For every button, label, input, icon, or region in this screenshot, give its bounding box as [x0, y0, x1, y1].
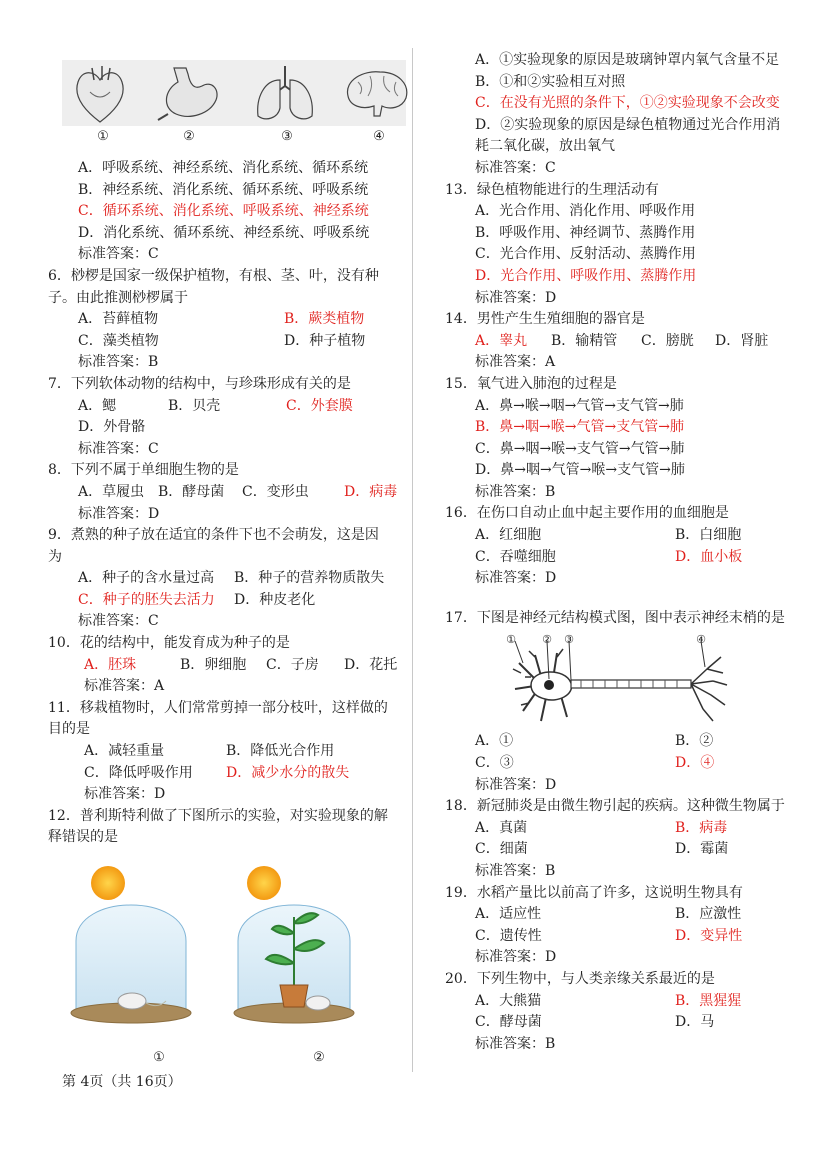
q15-option-a: A．鼻→喉→咽→气管→支气管→肺 — [475, 397, 684, 414]
q14-option-b: B．输精管 — [551, 332, 618, 349]
q7-option-c: C．外套膜 — [286, 397, 353, 414]
q18-option-a: A．真菌 — [475, 819, 528, 836]
q6-answer: 标准答案：B — [78, 354, 159, 371]
q8-option-b: B．酵母菌 — [158, 483, 225, 500]
sun-icon — [91, 866, 125, 900]
q5-option-d: D．消化系统、循环系统、神经系统、呼吸系统 — [78, 224, 370, 241]
q6-stem: 6．桫椤是国家一级保护植物，有根、茎、叶，没有种 — [48, 267, 379, 284]
q19-answer: 标准答案：D — [475, 949, 557, 966]
organs-figure — [62, 50, 418, 146]
q13-option-b: B．呼吸作用、神经调节、蒸腾作用 — [475, 224, 696, 241]
organ-caption-2: ② — [183, 129, 195, 144]
q20-option-b: B．黑猩猩 — [675, 992, 742, 1009]
q9-option-d: D．种皮老化 — [234, 591, 316, 608]
organ-caption-3: ③ — [281, 129, 293, 144]
bell-jar-figure — [48, 863, 404, 1073]
q9-stem-cont: 为 — [48, 548, 62, 565]
q11-stem-cont: 目的是 — [48, 721, 90, 738]
q12-option-b: B．①和②实验相互对照 — [475, 73, 626, 90]
q11-option-c: C．降低呼吸作用 — [84, 764, 193, 781]
q15-answer: 标准答案：B — [475, 483, 556, 500]
q14-option-a: A．睾丸 — [475, 332, 528, 349]
q9-option-b: B．种子的营养物质散失 — [234, 570, 385, 587]
q17-option-a: A．① — [475, 733, 514, 750]
q11-answer: 标准答案：D — [84, 786, 166, 803]
lungs-icon — [250, 62, 320, 126]
q8-stem: 8．下列不属于单细胞生物的是 — [48, 462, 239, 479]
q9-stem: 9．煮熟的种子放在适宜的条件下也不会萌发，这是因 — [48, 527, 379, 544]
neuron-label-1: ① — [506, 633, 516, 647]
q7-option-b: B．贝壳 — [168, 397, 221, 414]
q13-option-d: D．光合作用、呼吸作用、蒸腾作用 — [475, 267, 697, 284]
left-column — [48, 50, 404, 1073]
q16-option-d: D．血小板 — [675, 548, 743, 565]
q11-option-a: A．减轻重量 — [84, 743, 165, 760]
q18-option-d: D．霉菌 — [675, 841, 729, 858]
q19-option-c: C．遗传性 — [475, 927, 542, 944]
q11-stem: 11．移栽植物时，人们常常剪掉一部分枝叶，这样做的 — [48, 699, 388, 716]
q16-option-c: C．吞噬细胞 — [475, 548, 556, 565]
mouse-icon — [118, 993, 146, 1009]
q18-option-b: B．病毒 — [675, 819, 728, 836]
q17-option-c: C．③ — [475, 755, 514, 772]
heart-icon — [70, 62, 130, 126]
q10-stem: 10．花的结构中，能发育成为种子的是 — [48, 635, 290, 652]
q6-option-b: B．蕨类植物 — [284, 311, 365, 328]
q8-option-d: D．病毒 — [344, 483, 398, 500]
q14-option-d: D．肾脏 — [715, 332, 769, 349]
q6-option-d: D．种子植物 — [284, 332, 366, 349]
bell-jar-illustration — [68, 863, 388, 1053]
q13-option-c: C．光合作用、反射活动、蒸腾作用 — [475, 246, 696, 263]
q17-option-b: B．② — [675, 733, 714, 750]
q7-answer: 标准答案：C — [78, 440, 159, 457]
q12-option-d: D．②实验现象的原因是绿色植物通过光合作用消 — [475, 116, 781, 133]
q15-option-d: D．鼻→咽→气管→喉→支气管→肺 — [475, 462, 685, 479]
q17-answer: 标准答案：D — [475, 776, 557, 793]
q12-stem-cont: 释错误的是 — [48, 829, 118, 846]
q20-option-c: C．酵母菌 — [475, 1014, 542, 1031]
q14-answer: 标准答案：A — [475, 354, 556, 371]
q13-option-a: A．光合作用、消化作用、呼吸作用 — [475, 203, 696, 220]
q11-option-b: B．降低光合作用 — [226, 743, 335, 760]
page-footer: 第 4页（共 16页） — [62, 1074, 182, 1090]
q9-answer: 标准答案：C — [78, 613, 159, 630]
brain-icon — [340, 66, 412, 122]
q14-option-c: C．膀胱 — [641, 332, 694, 349]
bell-jar-caption-1: ① — [153, 1050, 165, 1065]
q5-option-b: B．神经系统、消化系统、循环系统、呼吸系统 — [78, 181, 369, 198]
neuron-label-2: ② — [542, 633, 552, 647]
q10-option-a: A．胚珠 — [84, 656, 137, 673]
q18-answer: 标准答案：B — [475, 863, 556, 879]
q16-option-a: A．红细胞 — [475, 527, 542, 544]
q13-stem: 13．绿色植物能进行的生理活动有 — [445, 181, 659, 198]
q19-option-b: B．应激性 — [675, 906, 742, 923]
q15-option-c: C．鼻→咽→喉→支气管→气管→肺 — [475, 440, 685, 457]
q6-option-a: A．苔藓植物 — [78, 311, 159, 328]
q19-stem: 19．水稻产量比以前高了许多，这说明生物具有 — [445, 884, 743, 901]
organ-caption-1: ① — [97, 129, 109, 144]
q14-stem: 14．男性产生生殖细胞的器官是 — [445, 311, 645, 328]
q8-answer: 标准答案：D — [78, 505, 160, 522]
q12-stem: 12．普利斯特利做了下图所示的实验，对实验现象的解 — [48, 807, 388, 824]
q18-option-c: C．细菌 — [475, 841, 528, 858]
q9-option-a: A．种子的含水量过高 — [78, 570, 215, 587]
q15-option-b: B．鼻→咽→喉→气管→支气管→肺 — [475, 419, 684, 436]
q5-option-c: C．循环系统、消化系统、呼吸系统、神经系统 — [78, 203, 369, 220]
q5-option-a: A．呼吸系统、神经系统、消化系统、循环系统 — [78, 160, 369, 176]
q19-option-a: A．适应性 — [475, 906, 542, 923]
q10-answer: 标准答案：A — [84, 678, 165, 695]
q18-stem: 18．新冠肺炎是由微生物引起的疾病。这种微生物属于 — [445, 798, 785, 815]
q6-option-c: C．藻类植物 — [78, 332, 159, 349]
sun-icon — [247, 866, 281, 900]
q16-option-b: B．白细胞 — [675, 527, 742, 544]
q16-answer: 标准答案：D — [475, 570, 557, 587]
q9-option-c: C．种子的胚失去活力 — [78, 591, 215, 608]
q5-answer: 标准答案：C — [78, 246, 159, 263]
neuron-figure — [445, 633, 785, 731]
q20-answer: 标准答案：B — [475, 1035, 556, 1052]
q12-answer: 标准答案：C — [475, 159, 556, 176]
q20-option-d: D．马 — [675, 1014, 715, 1031]
q12-option-a: A．①实验现象的原因是玻璃钟罩内氧气含量不足 — [475, 52, 780, 68]
right-column — [445, 50, 785, 1055]
q20-option-a: A．大熊猫 — [475, 992, 542, 1009]
q10-option-c: C．子房 — [266, 656, 319, 673]
q8-option-c: C．变形虫 — [242, 483, 309, 500]
q10-option-b: B．卵细胞 — [180, 656, 247, 673]
q10-option-d: D．花托 — [344, 656, 398, 673]
q12-option-c: C．在没有光照的条件下，①②实验现象不会改变 — [475, 95, 780, 112]
q7-option-d: D．外骨骼 — [78, 419, 146, 436]
q13-answer: 标准答案：D — [475, 289, 557, 306]
stomach-icon — [154, 64, 224, 124]
q17-stem: 17．下图是神经元结构模式图，图中表示神经末梢的是 — [445, 609, 785, 626]
q7-stem: 7．下列软体动物的结构中，与珍珠形成有关的是 — [48, 375, 351, 392]
q19-option-d: D．变异性 — [675, 927, 743, 944]
q15-stem: 15．氧气进入肺泡的过程是 — [445, 375, 617, 392]
q17-option-d: D．④ — [675, 755, 715, 772]
nucleus-icon — [544, 680, 554, 690]
bell-jar-caption-2: ② — [313, 1050, 325, 1065]
column-divider — [412, 48, 413, 1072]
q12-option-d-cont: 耗二氧化碳，放出氧气 — [475, 138, 615, 155]
organ-caption-4: ④ — [373, 129, 385, 144]
neuron-label-4: ④ — [696, 633, 706, 647]
neuron-label-3: ③ — [564, 633, 574, 647]
q11-option-d: D．减少水分的散失 — [226, 764, 350, 781]
q20-stem: 20．下列生物中，与人类亲缘关系最近的是 — [445, 970, 715, 987]
q6-stem-cont: 子。由此推测桫椤属于 — [48, 289, 188, 306]
q16-stem: 16．在伤口自动止血中起主要作用的血细胞是 — [445, 505, 729, 522]
q8-option-a: A．草履虫 — [78, 483, 145, 500]
mouse-icon — [306, 996, 330, 1010]
q7-option-a: A．鳃 — [78, 397, 117, 414]
